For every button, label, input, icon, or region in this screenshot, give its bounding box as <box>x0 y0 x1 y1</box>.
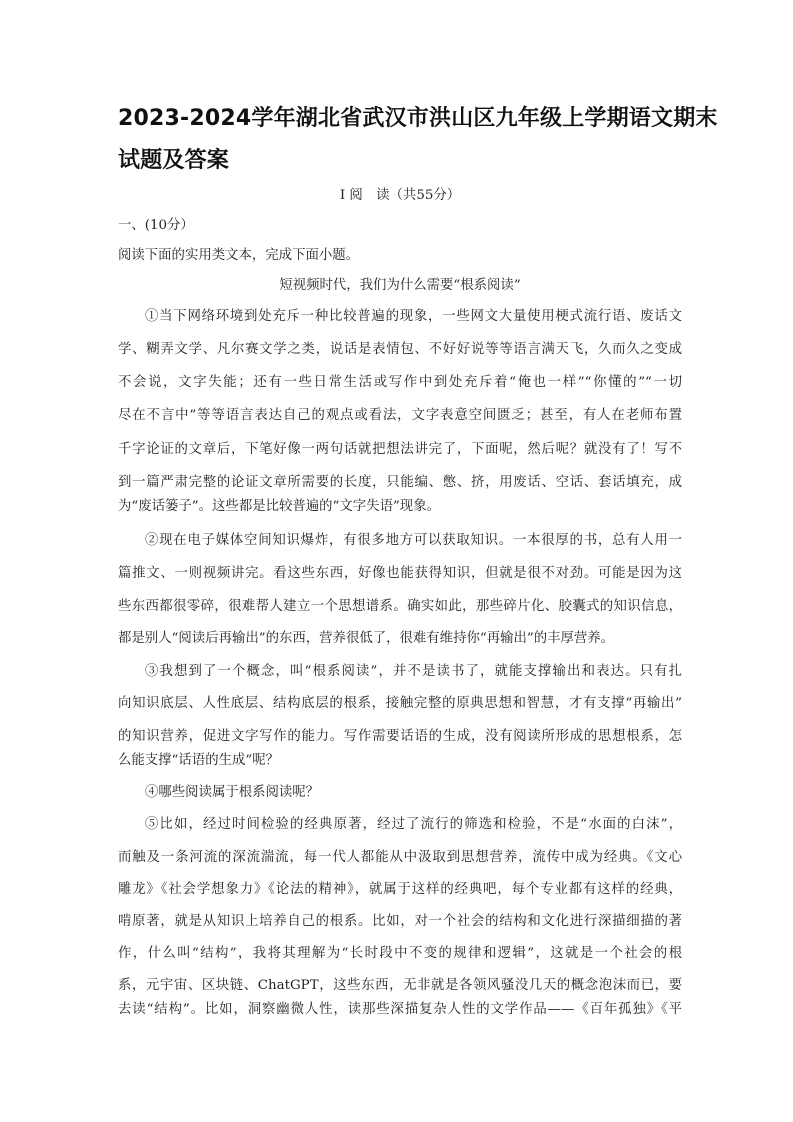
paragraph-3-line: 么能支撑“话语的生成”呢？ <box>118 753 279 768</box>
paragraph-5-line: 啃原著，就是从知识上培养自己的根系。比如，对一个社会的结构和文化进行深描细描的著 <box>118 914 682 929</box>
paragraph-5-line: 而触及一条河流的深流湍流，每一代人都能从中汲取到思想营养，流传中成为经典。《文心 <box>118 850 682 865</box>
paragraph-4-line: ④哪些阅读属于根系阅读呢？ <box>145 785 320 800</box>
paragraph-5-line: 去读“结构”。比如，洞察幽微人性，读那些深描复杂人性的文学作品——《百年孤独》《平 <box>118 1002 682 1017</box>
paragraph-1-line: 千字论证的文章后，下笔好像一两句话就把想法讲完了，下面呢，然后呢？就没有了！写不 <box>118 442 682 457</box>
paragraph-2-line: ②现在电子媒体空间知识爆炸，有很多地方可以获取知识。一本很厚的书，总有人用一 <box>145 533 682 548</box>
paragraph-1-line: 为“废话篓子”。这些都是比较普遍的“文字失语”现象。 <box>118 499 440 514</box>
document-title-line-2: 试题及答案 <box>118 148 230 173</box>
paragraph-1-line: 尽在不言中”等等语言表达自己的观点或看法，文字表意空间匮乏；甚至，有人在老师布置 <box>118 408 682 423</box>
paragraph-1-line: 到一篇严肃完整的论证文章所需要的长度，只能编、憋、挤，用废话、空话、套话填充，成 <box>118 475 682 490</box>
paragraph-1-line: ①当下网络环境到处充斥一种比较普遍的现象，一些网文大量使用梗式流行语、废话文 <box>145 309 682 324</box>
paragraph-5-line: 作，什么叫“结构”，我将其理解为“长时段中不变的规律和逻辑”，这就是一个社会的根 <box>118 946 682 961</box>
paragraph-5-line: 雕龙》《社会学想象力》《论法的精神》，就属于这样的经典吧，每个专业都有这样的经典， <box>118 882 682 897</box>
paragraph-2-line: 篇推文、一则视频讲完。看这些东西，好像也能获得知识，但就是很不对劲。可能是因为这 <box>118 566 682 581</box>
paragraph-5-line: 系，元宇宙、区块链、ChatGPT，这些东西，无非就是各领风骚没几天的概念泡沫而已，要 <box>118 978 682 993</box>
document-title-line-1: 2023-2024学年湖北省武汉市洪山区九年级上学期语文期末 <box>118 106 718 131</box>
paragraph-1-line: 学、糊弄文学、凡尔赛文学之类，说话是表情包、不好好说等等语言满天飞，久而久之变成 <box>118 342 682 357</box>
paragraph-3-line: 向知识底层、人性底层、结构底层的根系，接触完整的原典思想和智慧，才有支撑“再输出” <box>118 696 682 711</box>
paragraph-1-line: 不会说，文字失能；还有一些日常生活或写作中到处充斥着“俺也一样”“你懂的”“一切 <box>118 375 682 390</box>
paragraph-2-line: 些东西都很零碎，很难帮人建立一个思想谱系。确实如此，那些碎片化、胶囊式的知识信息， <box>118 599 682 614</box>
paragraph-5-line: ⑤比如，经过时间检验的经典原著，经过了流行的筛选和检验，不是“水面的白沫”， <box>145 817 682 832</box>
article-title: 短视频时代，我们为什么需要“根系阅读” <box>279 278 521 293</box>
paragraph-2-line: 都是别人“阅读后再输出”的东西，营养很低了，很难有维持你“再输出”的丰厚营养。 <box>118 631 615 646</box>
paragraph-3-line: ③我想到了一个概念，叫“根系阅读”，并不是读书了，就能支撑输出和表达。只有扎 <box>145 664 682 679</box>
question-label: 一、(10分） <box>118 218 194 233</box>
instruction-text: 阅读下面的实用类文本，完成下面小题。 <box>118 248 360 263</box>
section-heading: Ⅰ 阅 读（共55分） <box>339 188 461 203</box>
paragraph-3-line: 的知识营养，促进文字写作的能力。写作需要话语的生成，没有阅读所形成的思想根系，怎 <box>118 729 682 744</box>
